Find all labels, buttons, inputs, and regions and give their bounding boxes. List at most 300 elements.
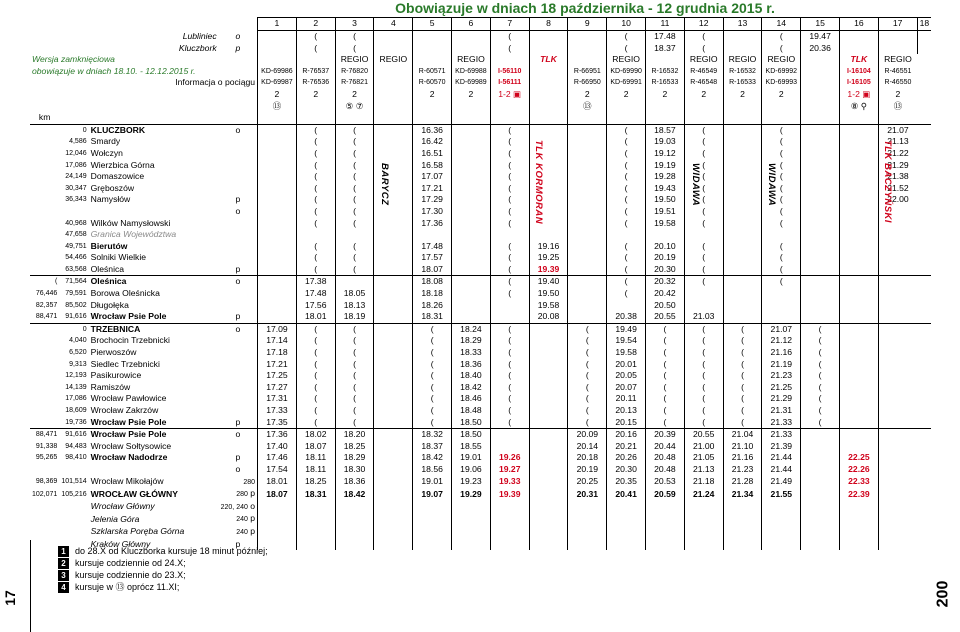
time-cell bbox=[878, 370, 917, 382]
time-cell: 20.53 bbox=[646, 476, 685, 489]
station-name: Ramiszów bbox=[90, 381, 131, 392]
station-row bbox=[30, 276, 931, 288]
days-mark bbox=[723, 101, 762, 113]
page-title: Obowiązuje w dniach 18 października - 12 grudnia 2015 r. bbox=[395, 0, 775, 16]
km-section: 6,520 bbox=[69, 349, 87, 357]
time-cell bbox=[801, 476, 840, 489]
column-number: 6 bbox=[452, 18, 491, 31]
station-name: Wierzbica Górna bbox=[90, 159, 155, 170]
time-cell bbox=[607, 501, 646, 514]
time-cell: ( bbox=[607, 124, 646, 136]
train-number: KD-69990 bbox=[607, 66, 646, 78]
time-cell bbox=[723, 539, 762, 551]
time-cell: 18.42 bbox=[335, 488, 374, 501]
column-number: 15 bbox=[801, 18, 840, 31]
time-cell: ( bbox=[684, 405, 723, 417]
time-cell: ( bbox=[296, 347, 335, 359]
station-name: Siedlec Trzebnicki bbox=[90, 358, 160, 369]
time-cell: ( bbox=[607, 31, 646, 43]
time-cell: ( bbox=[490, 183, 529, 195]
time-cell: ( bbox=[490, 347, 529, 359]
station-row bbox=[30, 417, 931, 429]
station-row bbox=[30, 171, 931, 183]
time-cell: ( bbox=[723, 359, 762, 371]
time-cell: 19.25 bbox=[529, 252, 568, 264]
time-cell bbox=[374, 229, 413, 241]
time-cell bbox=[568, 171, 607, 183]
time-cell: 21.00 bbox=[684, 441, 723, 453]
class-cell: 2 bbox=[684, 89, 723, 101]
time-cell: 18.07 bbox=[296, 441, 335, 453]
time-cell bbox=[607, 513, 646, 526]
time-cell: 18.01 bbox=[296, 311, 335, 323]
train-number: R-16532 bbox=[646, 66, 685, 78]
station-name: Gręboszów bbox=[90, 182, 135, 193]
time-cell: 20.48 bbox=[646, 452, 685, 464]
time-cell bbox=[801, 171, 840, 183]
time-cell bbox=[258, 171, 297, 183]
time-cell bbox=[568, 252, 607, 264]
train-number: R-76536 bbox=[296, 77, 335, 89]
arr-dep-mark bbox=[219, 359, 258, 371]
arr-dep-mark bbox=[219, 183, 258, 195]
time-cell: 20.48 bbox=[646, 464, 685, 476]
time-cell: 21.03 bbox=[684, 311, 723, 323]
time-cell: ( bbox=[801, 335, 840, 347]
km-section: 85,502 bbox=[65, 301, 87, 309]
time-cell: ( bbox=[684, 393, 723, 405]
time-cell bbox=[452, 300, 491, 312]
time-cell bbox=[723, 229, 762, 241]
time-cell: ( bbox=[723, 382, 762, 394]
station-row bbox=[30, 513, 931, 526]
carrier-label bbox=[801, 54, 840, 66]
station-row bbox=[30, 218, 931, 230]
time-cell bbox=[374, 347, 413, 359]
km-total: 98,369 bbox=[35, 478, 58, 486]
time-cell: ( bbox=[684, 218, 723, 230]
time-cell: 17.48 bbox=[646, 31, 685, 43]
time-cell bbox=[258, 136, 297, 148]
time-cell: ( bbox=[568, 417, 607, 429]
station-row bbox=[30, 288, 931, 300]
time-cell bbox=[452, 264, 491, 276]
arr-dep-mark bbox=[219, 370, 258, 382]
station-name bbox=[89, 464, 219, 476]
km-section: 101,514 bbox=[61, 478, 87, 486]
column-number: 9 bbox=[568, 18, 607, 31]
time-cell: 18.29 bbox=[335, 452, 374, 464]
time-cell: ( bbox=[413, 323, 452, 335]
time-cell: ( bbox=[568, 359, 607, 371]
time-cell bbox=[878, 501, 917, 514]
time-cell bbox=[878, 526, 917, 539]
time-cell bbox=[374, 300, 413, 312]
time-cell: ( bbox=[762, 264, 801, 276]
time-cell bbox=[413, 526, 452, 539]
mark: p bbox=[235, 416, 241, 427]
km-section: 36,343 bbox=[65, 196, 87, 204]
time-cell bbox=[374, 429, 413, 441]
arr-dep-mark bbox=[219, 441, 258, 453]
arr-dep-mark bbox=[219, 382, 258, 394]
time-cell: ( bbox=[296, 393, 335, 405]
km-total: 76,446 bbox=[35, 290, 58, 298]
time-cell bbox=[723, 252, 762, 264]
time-cell: 19.47 bbox=[801, 31, 840, 43]
time-cell bbox=[452, 194, 491, 206]
time-cell: 21.12 bbox=[762, 335, 801, 347]
time-cell bbox=[840, 183, 879, 195]
time-cell bbox=[413, 43, 452, 55]
time-cell bbox=[878, 513, 917, 526]
connection-table-ref: 240 bbox=[236, 516, 248, 524]
time-cell: ( bbox=[646, 382, 685, 394]
time-cell bbox=[258, 160, 297, 172]
time-cell bbox=[529, 359, 568, 371]
station-name: Oleśnica bbox=[90, 276, 127, 287]
time-cell: 17.36 bbox=[413, 218, 452, 230]
time-cell: 19.01 bbox=[452, 452, 491, 464]
time-cell bbox=[258, 43, 297, 55]
time-cell: ( bbox=[490, 241, 529, 253]
time-cell: 21.33 bbox=[762, 429, 801, 441]
km-section: 71,564 bbox=[65, 278, 87, 286]
days-mark bbox=[452, 101, 491, 113]
time-cell: 17.27 bbox=[258, 382, 297, 394]
time-cell bbox=[335, 539, 374, 551]
time-cell bbox=[801, 311, 840, 323]
time-cell: 18.24 bbox=[452, 323, 491, 335]
time-cell: ( bbox=[490, 171, 529, 183]
km-section: 18,609 bbox=[65, 407, 87, 414]
time-cell: ( bbox=[335, 252, 374, 264]
time-cell: 17.40 bbox=[258, 441, 297, 453]
time-cell: ( bbox=[801, 359, 840, 371]
time-cell: ( bbox=[490, 124, 529, 136]
time-cell: ( bbox=[801, 417, 840, 429]
time-cell bbox=[452, 526, 491, 539]
time-cell: ( bbox=[335, 43, 374, 55]
train-number: I-16104 bbox=[840, 66, 879, 78]
time-cell: 18.02 bbox=[296, 429, 335, 441]
train-number: R-46551 bbox=[878, 66, 917, 78]
time-cell bbox=[374, 417, 413, 429]
class-cell: 2 bbox=[607, 89, 646, 101]
station-name: Solniki Wielkie bbox=[90, 252, 147, 263]
time-cell: 21.10 bbox=[723, 441, 762, 453]
station-row bbox=[30, 206, 931, 218]
time-cell bbox=[490, 513, 529, 526]
time-cell bbox=[529, 488, 568, 501]
mark: p bbox=[235, 311, 241, 322]
time-cell: ( bbox=[762, 252, 801, 264]
time-cell: 19.51 bbox=[646, 206, 685, 218]
time-cell: ( bbox=[801, 323, 840, 335]
time-cell: ( bbox=[607, 194, 646, 206]
km-total bbox=[30, 160, 59, 172]
time-cell bbox=[258, 264, 297, 276]
time-cell bbox=[374, 393, 413, 405]
time-cell bbox=[374, 405, 413, 417]
station-name: Długołęka bbox=[90, 299, 129, 310]
time-cell: ( bbox=[801, 405, 840, 417]
time-cell: ( bbox=[684, 43, 723, 55]
time-cell bbox=[840, 148, 879, 160]
class-cell: 2 bbox=[452, 89, 491, 101]
days-mark: ⑬ bbox=[878, 101, 917, 113]
time-cell: ( bbox=[335, 148, 374, 160]
time-cell bbox=[529, 229, 568, 241]
km-total bbox=[30, 417, 59, 429]
station-name: Pierwoszów bbox=[90, 347, 137, 358]
time-cell bbox=[840, 382, 879, 394]
column-number: 3 bbox=[335, 18, 374, 31]
time-cell: ( bbox=[684, 359, 723, 371]
time-cell: ( bbox=[684, 148, 723, 160]
time-cell: ( bbox=[335, 370, 374, 382]
arr-dep-mark bbox=[219, 241, 258, 253]
time-cell bbox=[296, 526, 335, 539]
time-cell: ( bbox=[490, 359, 529, 371]
time-cell: ( bbox=[335, 417, 374, 429]
time-cell: 21.22 bbox=[878, 148, 917, 160]
time-cell bbox=[374, 323, 413, 335]
train-number bbox=[374, 77, 413, 89]
train-number bbox=[529, 66, 568, 78]
time-cell bbox=[374, 124, 413, 136]
time-cell: ( bbox=[568, 405, 607, 417]
time-cell: ( bbox=[762, 206, 801, 218]
time-cell bbox=[878, 464, 917, 476]
time-cell: 17.29 bbox=[413, 194, 452, 206]
km-total bbox=[30, 347, 59, 359]
time-cell: ( bbox=[296, 43, 335, 55]
station-row bbox=[30, 441, 931, 453]
arr-dep-mark bbox=[219, 429, 258, 441]
station-name: Pasikurowice bbox=[90, 370, 142, 381]
time-cell bbox=[762, 229, 801, 241]
days-mark bbox=[684, 101, 723, 113]
days-row bbox=[30, 101, 931, 113]
time-cell: ( bbox=[296, 241, 335, 253]
time-cell bbox=[529, 31, 568, 43]
train-number: R-76537 bbox=[296, 66, 335, 78]
time-cell: ( bbox=[490, 276, 529, 288]
time-cell bbox=[762, 501, 801, 514]
carrier-label: TLK bbox=[840, 54, 879, 66]
time-cell bbox=[878, 335, 917, 347]
time-cell bbox=[374, 31, 413, 43]
station-row bbox=[30, 429, 931, 441]
time-cell: ( bbox=[335, 171, 374, 183]
time-cell: ( bbox=[684, 276, 723, 288]
days-mark: ⑧ ⚲ bbox=[840, 101, 879, 113]
time-cell bbox=[762, 311, 801, 323]
time-cell: ( bbox=[684, 323, 723, 335]
time-cell bbox=[452, 183, 491, 195]
time-cell bbox=[335, 501, 374, 514]
time-cell: 19.26 bbox=[490, 452, 529, 464]
time-cell: 18.33 bbox=[452, 347, 491, 359]
station-row bbox=[30, 382, 931, 394]
footnote-item: 4 kursuje w ⑬ oprócz 11.XI; bbox=[58, 581, 268, 593]
time-cell: ( bbox=[335, 264, 374, 276]
km-section bbox=[59, 464, 88, 476]
km-total bbox=[30, 539, 59, 551]
time-cell bbox=[723, 501, 762, 514]
station-name: Wrocław Sołtysowice bbox=[90, 440, 172, 451]
time-cell bbox=[258, 183, 297, 195]
train-number: KD-69992 bbox=[762, 66, 801, 78]
time-cell: 21.29 bbox=[762, 393, 801, 405]
km-section bbox=[59, 526, 88, 539]
station-row bbox=[30, 183, 931, 195]
column-number: 8 bbox=[529, 18, 568, 31]
time-cell bbox=[568, 206, 607, 218]
km-total bbox=[30, 513, 59, 526]
time-cell: 21.44 bbox=[762, 464, 801, 476]
arr-dep-mark bbox=[219, 264, 258, 276]
time-cell: 21.29 bbox=[878, 160, 917, 172]
station-name: KLUCZBORK bbox=[90, 124, 146, 135]
time-cell bbox=[723, 43, 762, 55]
time-cell: ( bbox=[646, 393, 685, 405]
time-cell bbox=[335, 229, 374, 241]
time-cell bbox=[801, 526, 840, 539]
mark: o bbox=[235, 429, 241, 440]
km-total bbox=[30, 148, 59, 160]
time-cell: ( bbox=[762, 194, 801, 206]
time-cell: 21.07 bbox=[878, 124, 917, 136]
station-name: Lubliniec bbox=[182, 30, 217, 41]
time-cell bbox=[374, 441, 413, 453]
time-cell bbox=[568, 526, 607, 539]
time-cell bbox=[801, 464, 840, 476]
time-cell bbox=[258, 526, 297, 539]
time-cell: 21.13 bbox=[878, 136, 917, 148]
station-name: Wrocław Psie Pole bbox=[90, 416, 167, 427]
train-number: R-76821 bbox=[335, 77, 374, 89]
time-cell: ( bbox=[335, 194, 374, 206]
km-total bbox=[30, 526, 59, 539]
time-cell bbox=[723, 206, 762, 218]
time-cell: 22.33 bbox=[840, 476, 879, 489]
station-name: Wilków Namysłowski bbox=[90, 217, 171, 228]
time-cell: ( bbox=[490, 393, 529, 405]
time-cell bbox=[762, 539, 801, 551]
time-cell: 19.58 bbox=[607, 347, 646, 359]
column-number: 16 bbox=[840, 18, 879, 31]
time-cell: 17.38 bbox=[296, 276, 335, 288]
time-cell bbox=[374, 464, 413, 476]
time-cell bbox=[529, 382, 568, 394]
time-cell: ( bbox=[296, 264, 335, 276]
time-cell bbox=[529, 335, 568, 347]
time-cell: 17.09 bbox=[258, 323, 297, 335]
time-cell: 20.13 bbox=[607, 405, 646, 417]
time-cell: 18.11 bbox=[296, 464, 335, 476]
days-mark: ⑬ bbox=[258, 101, 297, 113]
time-cell: ( bbox=[762, 148, 801, 160]
carrier-label: REGIO bbox=[335, 54, 374, 66]
time-cell: ( bbox=[646, 359, 685, 371]
station-name bbox=[89, 206, 219, 218]
time-cell bbox=[840, 441, 879, 453]
time-cell bbox=[878, 288, 917, 300]
time-cell: 18.18 bbox=[413, 288, 452, 300]
station-row bbox=[30, 405, 931, 417]
footnote-item: 2 kursuje codziennie od 24.X; bbox=[58, 557, 268, 569]
time-cell: 17.25 bbox=[258, 370, 297, 382]
time-cell bbox=[801, 264, 840, 276]
time-cell bbox=[840, 31, 879, 43]
time-cell: 20.07 bbox=[607, 382, 646, 394]
time-cell: ( bbox=[568, 370, 607, 382]
time-cell: 20.19 bbox=[646, 252, 685, 264]
time-cell: ( bbox=[335, 124, 374, 136]
time-cell: 18.46 bbox=[452, 393, 491, 405]
time-cell: 20.05 bbox=[607, 370, 646, 382]
time-cell: 18.40 bbox=[452, 370, 491, 382]
time-cell: ( bbox=[684, 347, 723, 359]
time-cell: 20.11 bbox=[607, 393, 646, 405]
time-cell: 18.07 bbox=[413, 264, 452, 276]
time-cell: ( bbox=[335, 218, 374, 230]
carrier-label: REGIO bbox=[723, 54, 762, 66]
train-number: R-16533 bbox=[646, 77, 685, 89]
column-number-row bbox=[30, 18, 931, 31]
km-total: ( bbox=[54, 278, 58, 286]
time-cell bbox=[529, 347, 568, 359]
time-cell bbox=[878, 429, 917, 441]
time-cell: ( bbox=[762, 136, 801, 148]
time-cell: ( bbox=[646, 335, 685, 347]
time-cell: 17.56 bbox=[296, 300, 335, 312]
time-cell bbox=[801, 183, 840, 195]
time-cell: 20.09 bbox=[568, 429, 607, 441]
time-cell bbox=[374, 206, 413, 218]
time-cell: 21.28 bbox=[723, 476, 762, 489]
carrier-label bbox=[646, 54, 685, 66]
station-name: Szklarska Poręba Górna bbox=[90, 526, 185, 537]
station-row bbox=[30, 526, 931, 539]
time-cell bbox=[529, 370, 568, 382]
time-cell bbox=[568, 288, 607, 300]
time-cell: 19.19 bbox=[646, 160, 685, 172]
km-section: 49,751 bbox=[65, 242, 87, 250]
time-cell bbox=[840, 311, 879, 323]
time-cell: 18.20 bbox=[335, 429, 374, 441]
time-cell bbox=[374, 526, 413, 539]
train-number: I-56110 bbox=[490, 66, 529, 78]
time-cell bbox=[878, 323, 917, 335]
time-cell bbox=[452, 218, 491, 230]
time-cell: 18.42 bbox=[452, 382, 491, 394]
time-cell bbox=[840, 429, 879, 441]
column-number: 18 bbox=[917, 18, 931, 31]
time-cell bbox=[646, 513, 685, 526]
station-row bbox=[30, 501, 931, 514]
km-total bbox=[30, 335, 59, 347]
time-cell bbox=[529, 501, 568, 514]
train-number: R-16533 bbox=[723, 77, 762, 89]
time-cell bbox=[529, 124, 568, 136]
time-cell: ( bbox=[335, 405, 374, 417]
time-cell: 19.01 bbox=[413, 476, 452, 489]
time-cell bbox=[840, 276, 879, 288]
time-cell: ( bbox=[490, 148, 529, 160]
